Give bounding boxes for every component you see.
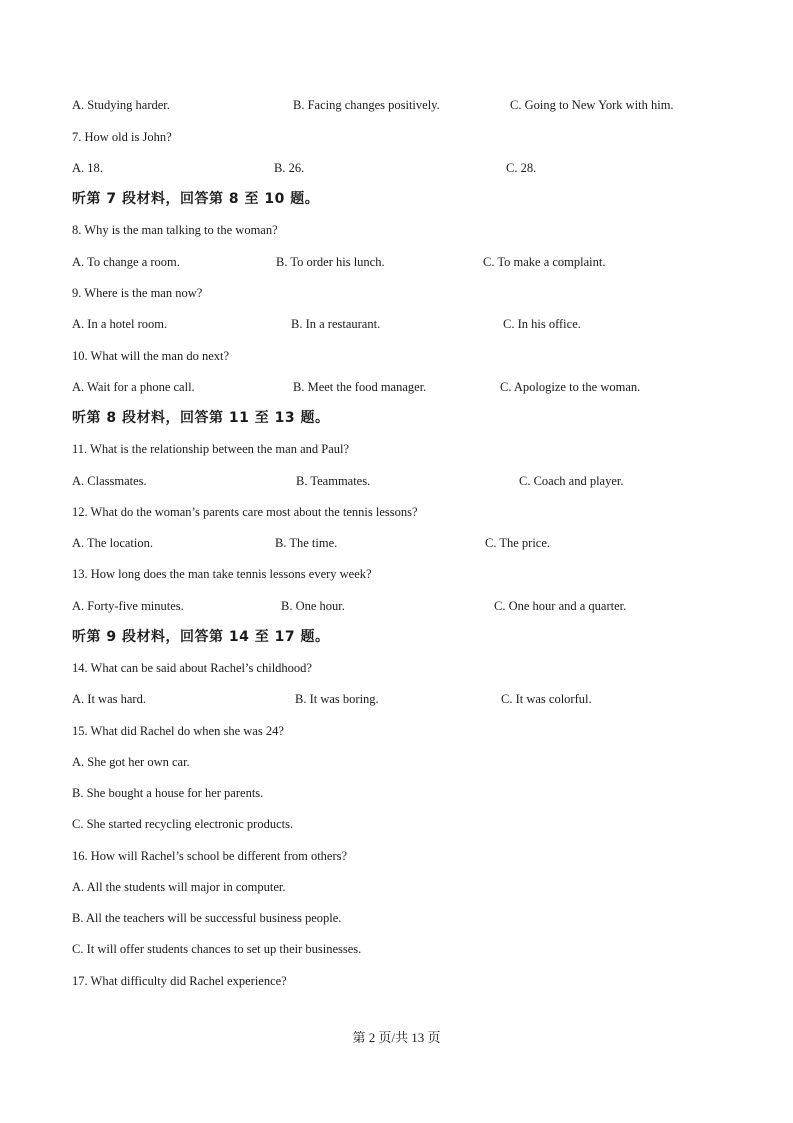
option-b: B. It was boring. bbox=[295, 692, 379, 706]
option-b: B. In a restaurant. bbox=[291, 317, 381, 331]
question-7: 7. How old is John? bbox=[72, 130, 172, 144]
question-17: 17. What difficulty did Rachel experience? bbox=[72, 974, 287, 988]
option-c: C. 28. bbox=[506, 161, 537, 175]
option-b: B. All the teachers will be successful business people. bbox=[72, 911, 342, 925]
option-c: C. Coach and player. bbox=[519, 474, 624, 488]
question-14: 14. What can be said about Rachel’s childhood? bbox=[72, 661, 312, 675]
option-c: C. It was colorful. bbox=[501, 692, 592, 706]
option-c: C. To make a complaint. bbox=[483, 255, 606, 269]
section-heading: 听第 7 段材料，回答第 8 至 10 题。 bbox=[72, 191, 320, 207]
option-b: B. Meet the food manager. bbox=[293, 380, 427, 394]
question-15: 15. What did Rachel do when she was 24? bbox=[72, 724, 284, 738]
option-a: A. Forty-five minutes. bbox=[72, 599, 184, 613]
option-b: B. To order his lunch. bbox=[276, 255, 385, 269]
question-11: 11. What is the relationship between the man and Paul? bbox=[72, 442, 350, 456]
question-9: 9. Where is the man now? bbox=[72, 286, 203, 300]
section-heading: 听第 9 段材料，回答第 14 至 17 题。 bbox=[72, 629, 330, 645]
question-10: 10. What will the man do next? bbox=[72, 349, 230, 363]
option-a: A. It was hard. bbox=[72, 692, 146, 706]
question-13: 13. How long does the man take tennis lessons every week? bbox=[72, 567, 372, 581]
page-number-footer: 第 2 页/共 13 页 bbox=[352, 1030, 441, 1045]
option-c: C. Going to New York with him. bbox=[510, 98, 674, 112]
option-a: A. She got her own car. bbox=[72, 755, 190, 769]
option-b: B. The time. bbox=[275, 536, 338, 550]
question-12: 12. What do the woman’s parents care most about the tennis lessons? bbox=[72, 505, 418, 519]
option-c: C. It will offer students chances to set up their businesses. bbox=[72, 942, 362, 956]
option-c: C. The price. bbox=[485, 536, 551, 550]
option-c: C. One hour and a quarter. bbox=[494, 599, 627, 613]
option-a: A. All the students will major in computer. bbox=[72, 880, 286, 894]
option-c: C. She started recycling electronic products. bbox=[72, 817, 294, 831]
option-b: B. Facing changes positively. bbox=[293, 98, 440, 112]
option-a: A. In a hotel room. bbox=[72, 317, 168, 331]
option-b: B. One hour. bbox=[281, 599, 345, 613]
option-a: A. Classmates. bbox=[72, 474, 147, 488]
option-a: A. Studying harder. bbox=[72, 98, 170, 112]
option-b: B. 26. bbox=[274, 161, 305, 175]
option-b: B. She bought a house for her parents. bbox=[72, 786, 264, 800]
option-c: C. In his office. bbox=[503, 317, 581, 331]
option-a: A. Wait for a phone call. bbox=[72, 380, 195, 394]
option-a: A. 18. bbox=[72, 161, 103, 175]
option-a: A. To change a room. bbox=[72, 255, 180, 269]
option-a: A. The location. bbox=[72, 536, 153, 550]
option-c: C. Apologize to the woman. bbox=[500, 380, 641, 394]
question-16: 16. How will Rachel’s school be different from others? bbox=[72, 849, 348, 863]
question-8: 8. Why is the man talking to the woman? bbox=[72, 223, 278, 237]
option-b: B. Teammates. bbox=[296, 474, 371, 488]
section-heading: 听第 8 段材料，回答第 11 至 13 题。 bbox=[72, 410, 330, 426]
